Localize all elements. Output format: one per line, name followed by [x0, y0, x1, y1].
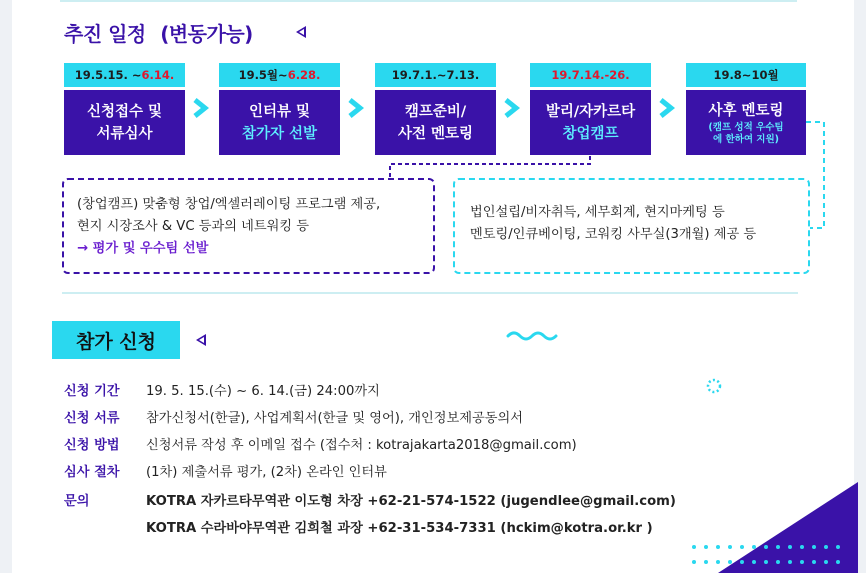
- mentoring-detail-line2: 멘토링/인큐베이팅, 코워킹 사무실(3개월) 제공 등: [470, 227, 757, 242]
- apply-row-value: 신청서류 작성 후 이메일 접수 (접수처 : kotrajakarta2018@gmail.com): [146, 438, 577, 453]
- apply-row-value: (1차) 제출서류 평가, (2차) 온라인 인터뷰: [146, 465, 387, 480]
- step-3-line1: 캠프준비/: [404, 103, 467, 120]
- step-4-date: 19.7.14.-26.: [530, 63, 651, 87]
- dot-grid-decoration: [690, 542, 860, 572]
- apply-section-title: 참가 신청: [52, 321, 180, 359]
- camp-detail-box: [62, 178, 435, 274]
- step-5-note1: (캠프 성적 우수팀: [708, 121, 784, 133]
- step-2-line1: 인터뷰 및: [248, 103, 311, 120]
- apply-row-label: 신청 방법: [64, 438, 120, 453]
- apply-row-label: 신청 서류: [64, 411, 120, 426]
- apply-row-value: KOTRA 수라바야무역관 김희철 과장 +62-31-534-7331 (hckim@kotra.or.kr ): [146, 521, 653, 536]
- section-divider: [62, 292, 798, 294]
- camp-detail-line1: (창업캠프) 맞춤형 창업/엑셀러레이팅 프로그램 제공,: [77, 197, 381, 212]
- apply-row-label: 심사 절차: [64, 465, 120, 480]
- step-1-line2: 서류심사: [96, 125, 153, 142]
- camp-detail-line3: → 평가 및 우수팀 선발: [77, 241, 209, 256]
- schedule-subtitle: (변동가능): [160, 22, 253, 46]
- step-4-line1: 발리/자카르타: [545, 103, 636, 120]
- apply-row-value: 19. 5. 15.(수) ~ 6. 14.(금) 24:00까지: [146, 384, 380, 399]
- step-5-line1: 사후 멘토링: [708, 102, 784, 119]
- wave-decoration-icon: [506, 328, 560, 342]
- step-2-date: 19.5월~ 6.28.: [219, 63, 340, 87]
- apply-row-value: KOTRA 자카르타무역관 이도형 차장 +62-21-574-1522 (jugendlee@gmail.com): [146, 494, 676, 509]
- step-3-date: 19.7.1.~7.13.: [375, 63, 496, 87]
- step-1-line1: 신청접수 및: [86, 103, 163, 120]
- apply-row-label: 신청 기간: [64, 384, 120, 399]
- step-5-note2: 에 한하여 지원): [712, 133, 780, 145]
- step-3-line2: 사전 멘토링: [397, 125, 474, 142]
- mentoring-detail-box: [453, 178, 810, 274]
- step-1-date: 19.5.15. ~ 6.14.: [64, 63, 185, 87]
- step-5-date: 19.8~10월: [686, 63, 806, 87]
- step-2-line2: 참가자 선발: [241, 125, 318, 142]
- apply-row-value: 참가신청서(한글), 사업계획서(한글 및 영어), 개인정보제공동의서: [146, 411, 523, 426]
- triangle-marker-icon: [196, 334, 206, 346]
- camp-detail-line2: 현지 시장조사 & VC 등과의 네트워킹 등: [77, 219, 310, 234]
- apply-row-label: 문의: [64, 494, 90, 509]
- schedule-title: 추진 일정: [64, 22, 146, 46]
- mentoring-detail-line1: 법인설립/비자취득, 세무회계, 현지마케팅 등: [470, 205, 725, 220]
- dotted-circle-icon: [705, 377, 723, 395]
- step-4-line2: 창업캠프: [562, 125, 619, 142]
